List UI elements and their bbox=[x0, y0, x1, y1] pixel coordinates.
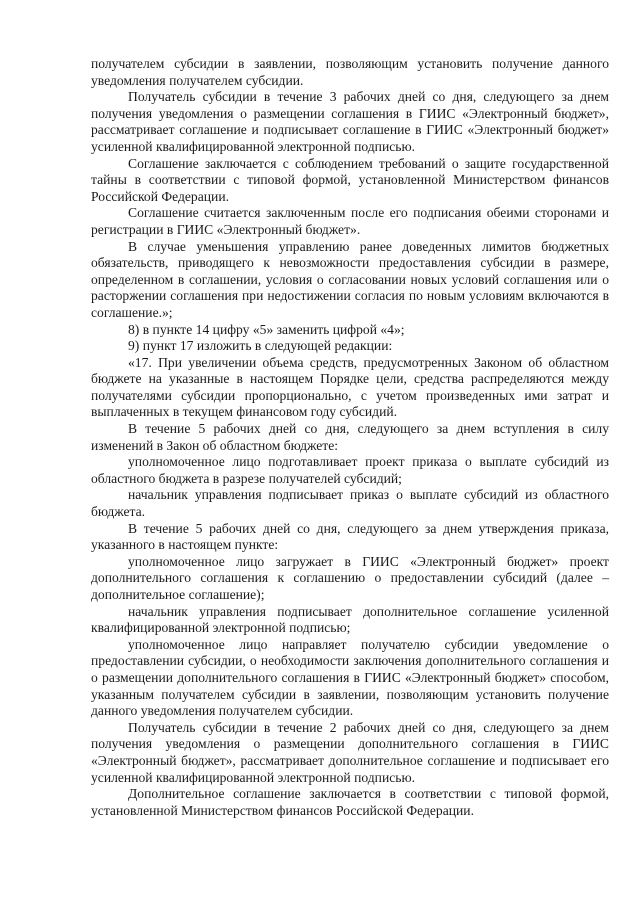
paragraph-16: Получатель субсидии в течение 2 рабочих дней со дня, следующего за днем получения уведомления о размещении дополнительного соглашения в ГИИС «Электронный бюджет», рассматривает дополнительное соглашение и подписывает его усиленной квалифицированной электронной подписью. bbox=[91, 719, 609, 785]
paragraph-2: Получатель субсидии в течение 3 рабочих дней со дня, следующего за днем получения уведомления о размещении соглашения в ГИИС «Электронный бюджет», рассматривает соглашение и подписывает соглашение в ГИИС «Электронный бюджет» усиленной квалифицированной электронной подписью. bbox=[91, 89, 609, 154]
paragraph-5: В случае уменьшения управлению ранее доведенных лимитов бюджетных обязательств, приводящего к невозможности предоставления субсидии в размере, определенном в соглашении, условия о согласовании новых условий соглашения или о расторжении соглашения при недостижении согласия по новым условиям включаются в соглашение.»; bbox=[91, 238, 609, 320]
paragraph-9: В течение 5 рабочих дней со дня, следующего за днем вступления в силу изменений в Закон об областном бюджете: bbox=[91, 421, 609, 453]
paragraph-4: Соглашение считается заключенным после его подписания обеими сторонами и регистрации в ГИИС «Электронный бюджет». bbox=[91, 205, 609, 237]
paragraph-6: 8) в пункте 14 цифру «5» заменить цифрой «4»; bbox=[128, 321, 405, 337]
document-page bbox=[91, 56, 609, 819]
paragraph-13: уполномоченное лицо загружает в ГИИС «Электронный бюджет» проект дополнительного соглашения к соглашению о предоставлении субсидий (далее – дополнительное соглашение); bbox=[91, 553, 609, 602]
paragraph-17: Дополнительное соглашение заключается в соответствии с типовой формой, установленной Министерством финансов Российской Федерации. bbox=[91, 786, 609, 818]
paragraph-7: 9) пункт 17 изложить в следующей редакции: bbox=[128, 338, 393, 354]
paragraph-11: начальник управления подписывает приказ о выплате субсидий из областного бюджета. bbox=[91, 487, 609, 520]
paragraph-12: В течение 5 рабочих дней со дня, следующего за днем утверждения приказа, указанного в настоящем пункте: bbox=[91, 520, 609, 553]
paragraph-15: уполномоченное лицо направляет получателю субсидии уведомление о предоставлении субсидии, о необходимости заключения дополнительного соглашения и о размещении дополнительного соглашения в ГИИС «Электронный бюджет» способом, указанным получателем субсидии в заявлении, позволяющим установить получение данного уведомления получателем субсидии. bbox=[91, 636, 609, 719]
paragraph-8: «17. При увеличении объема средств, предусмотренных Законом об областном бюджете на указанные в настоящем Порядке цели, средства распределяются между получателями субсидии пропорционально, с учетом произведенных ими затрат и выплаченных в текущем финансовом году субсидий. bbox=[91, 354, 609, 420]
paragraph-14: начальник управления подписывает дополнительное соглашение усиленной квалифицированной электронной подписью; bbox=[91, 603, 609, 636]
paragraph-10: уполномоченное лицо подготавливает проект приказа о выплате субсидий из областного бюджета в разрезе получателей субсидий; bbox=[91, 454, 609, 486]
paragraph-1: получателем субсидии в заявлении, позволяющим установить получение данного уведомления получателем субсидии. bbox=[91, 56, 609, 88]
paragraph-3: Соглашение заключается с соблюдением требований о защите государственной тайны в соответствии с типовой формой, установленной Министерством финансов Российской Федерации. bbox=[91, 155, 609, 204]
